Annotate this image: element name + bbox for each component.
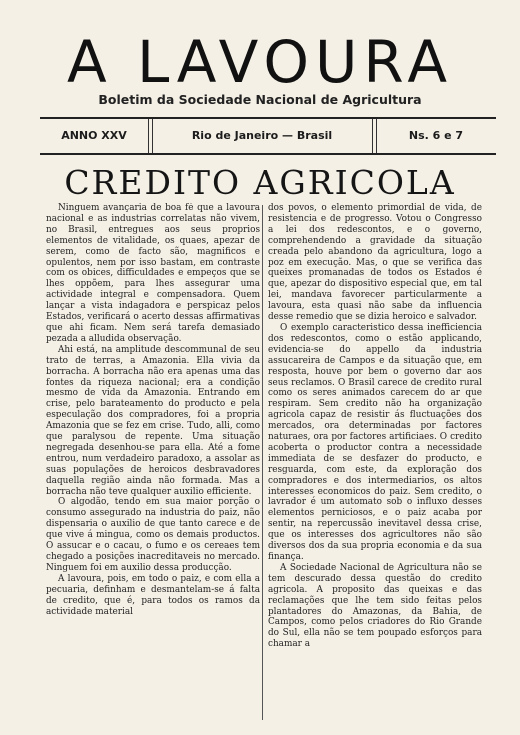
article-column-right bbox=[268, 203, 482, 723]
paragraph: Ahi está, na amplitude descommunal de seu trato de terras, a Amazonia. Ella vivia da borracha. A borracha não era apenas uma das fontes da riqueza nacional; era a condição mesmo de vida da Amazonia. Entrando em crise, pelo barateamento do producto e pela especulação dos compradores, foi a propria Amazonia que se fez em crise. Tudo, alli, como que paralysou de repente. Uma situação negregada desenhou-se para ella. Até a fome entrou, num verdadeiro paradoxo, a assolar as suas populações de heroicos desbravadores daquella região ainda não formada. Mas a borracha não teve qualquer auxilio efficiente. bbox=[46, 344, 260, 497]
paragraph: Ninguem avançaria de boa fé que a lavoura nacional e as industrias correlatas não vivem, no Brasil, entregues aos seus proprios elementos de vitalidade, os quaes, apezar de serem, como de facto são, magnificos e opulentos, nem por isso bastam, em contraste com os obices, difficuldades e empeços que se lhes oppõem, para lhes assegurar uma actividade integral e compensadora. Quem lançar a vista indagadora e perspicaz pelos Estados, verificará o acerto dessas affirmativas que ahi ficam. Nem será tarefa demasiado pezada a alludida observação. bbox=[46, 203, 260, 344]
column-divider bbox=[262, 205, 263, 720]
article-title: CREDITO AGRICOLA bbox=[64, 163, 456, 202]
issue-bar bbox=[40, 117, 496, 155]
issue-volume: ANNO XXV bbox=[61, 129, 127, 142]
paragraph: dos povos, o elemento primordial de vida, de resistencia e de progresso. Votou o Congresso a lei dos redescontos, e o governo, comprehendendo a gravidade da situação creada pelo abandono da agricultura, logo a poz em execução. Mas, o que se verifica das queixes promanadas de todos os Estados é que, apezar do dispositivo especial que, em tal lei, mandava favorecer particularmente a lavoura, esta quasi não sabe da influencia desse remedio que se dizia heroico e salvador. bbox=[268, 203, 482, 323]
article-column-left bbox=[46, 203, 260, 723]
issue-divider bbox=[148, 119, 149, 153]
masthead-title: A LAVOURA bbox=[66, 28, 454, 96]
issue-divider bbox=[372, 119, 373, 153]
paragraph: A lavoura, pois, em todo o paiz, e com ella a pecuaria, definham e desmantelam-se á falta de credito, que é, para todos os ramos da actividade material bbox=[46, 573, 260, 617]
issue-place: Rio de Janeiro — Brasil bbox=[191, 129, 333, 142]
paragraph: O exemplo caracteristico dessa inefficiencia dos redescontos, como o estão applicando, evidencia-se do appello da industria assucareira de Campos e da situação que, em resposta, houve por bem o governo dar aos seus reclamos. O Brasil carece de credito rural como os seres animados carecem do ar que respiram. Sem credito não ha organização agricola capaz de resistir ás fluctuações dos mercados, ora determinadas por factores naturaes, ora por factores artificiaes. O credito acoberta o productor contra a necessidade immediata de se desfazer do producto, e resguarda, com este, da exploração dos compradores e dos intermediarios, os altos interesses economicos do paiz. Sem credito, o lavrador é um automato sob o influxo desses elementos perniciosos, e o paiz acaba por sentir, na repercussão inevitavel dessa crise, que os interesses dos agricultores não são diversos dos da sua propria economia e da sua finança. bbox=[268, 322, 482, 562]
issue-number: Ns. 6 e 7 bbox=[408, 129, 464, 142]
paragraph: A Sociedade Nacional de Agricultura não se tem descurado dessa questão do credito agricola. A proposito das queixas e das reclamações que lhe tem sido feitas pelos plantadores do Amazonas, da Bahia, de Campos, como pelos criadores do Rio Grande do Sul, ella não se tem poupado esforços para chamar a bbox=[268, 562, 482, 650]
masthead-subtitle: Boletim da Sociedade Nacional de Agricultura bbox=[98, 92, 422, 107]
paragraph: O algodão, tendo em sua maior porção o consumo assegurado na industria do paiz, não dispensaria o auxilio de que tanto carece e de que vive á mingua, como os demais productos. O assucar e o cacau, o fumo e os cereaes tem chegado a posições inacreditaveis no mercado. Ninguem foi em auxilio dessa producção. bbox=[46, 497, 260, 573]
